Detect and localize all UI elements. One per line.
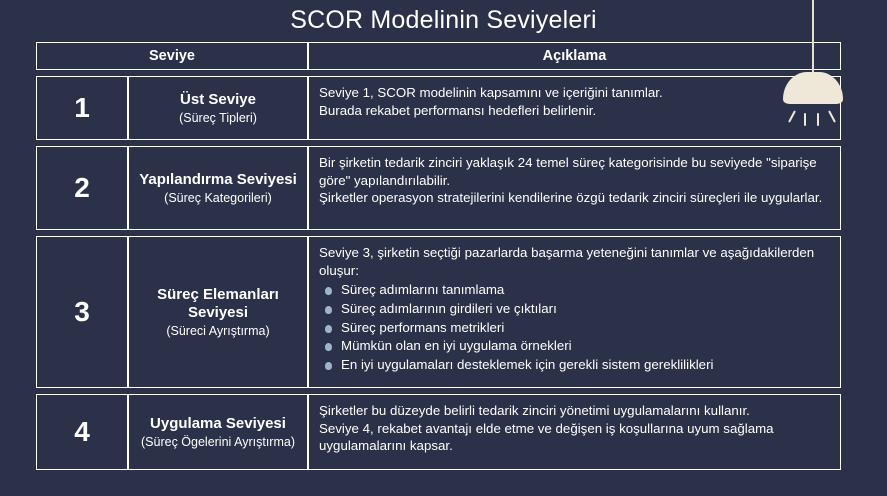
level-number: 4 [36,394,128,470]
level-name-cell [128,76,308,140]
level-name: Uygulama Seviyesi [150,414,286,432]
table-row [36,394,841,470]
level-name: Süreç Elemanları Seviyesi [157,285,279,321]
description-line: Şirketler bu düzeyde belirli tedarik zinciri yönetimi uygulamalarını kullanır. [319,403,750,418]
level-name-cell [128,146,308,230]
level-subtitle: (Süreci Ayrıştırma) [166,323,270,338]
level-description [308,394,841,470]
description-line: Seviye 3, şirketin seçtiği pazarlarda başarma yeteneğini tanımlar ve aşağıdakilerden oluşur: [319,245,815,278]
scor-levels-table [36,42,841,476]
page-title: SCOR Modelinin Seviyeleri [290,6,597,34]
list-item: Mümkün olan en iyi uygulama örnekleri [319,337,830,355]
level-description [308,146,841,230]
table-row [36,76,841,140]
column-header-level: Seviye [36,42,308,70]
table-row [36,236,841,388]
description-line: Şirketler operasyon stratejilerini kendilerine özgü tedarik zinciri süreçleri ile uygularlar. [319,190,823,206]
level-subtitle: (Süreç Ögelerini Ayrıştırma) [141,434,295,449]
table-header-row [36,42,841,70]
level-number: 1 [36,76,128,140]
level-name-cell [128,394,308,470]
level-number: 3 [36,236,128,388]
list-item: Süreç adımlarını tanımlama [319,281,830,299]
level-description [308,76,841,140]
description-line: Burada rekabet performansı hedefleri belirlenir. [319,102,597,118]
level-description [308,236,841,388]
description-line: Bir şirketin tedarik zinciri yaklaşık 24 temel süreç kategorisinde bu seviyede "siparişe göre" yapılandırılabilir. [319,155,817,188]
list-item: Süreç adımlarının girdileri ve çıktıları [319,300,830,318]
level-name-cell [128,236,308,388]
level-subtitle: (Süreç Tipleri) [179,110,257,125]
level-number: 2 [36,146,128,230]
level-name: Yapılandırma Seviyesi [139,170,297,188]
description-line: Seviye 4, rekabet avantajı elde etme ve değişen iş koşullarına uyum sağlama uygulamalarını kapsar. [319,420,774,454]
table-row [36,146,841,230]
description-bullet-list [319,281,830,373]
level-subtitle: (Süreç Kategorileri) [164,190,272,205]
level-name: Üst Seviye [180,90,256,108]
description-line: Seviye 1, SCOR modelinin kapsamını ve içeriğini tanımlar. [319,85,663,100]
column-header-description: Açıklama [308,42,841,70]
list-item: Süreç performans metrikleri [319,319,830,337]
list-item: En iyi uygulamaları desteklemek için gerekli sistem gereklilikleri [319,356,830,374]
